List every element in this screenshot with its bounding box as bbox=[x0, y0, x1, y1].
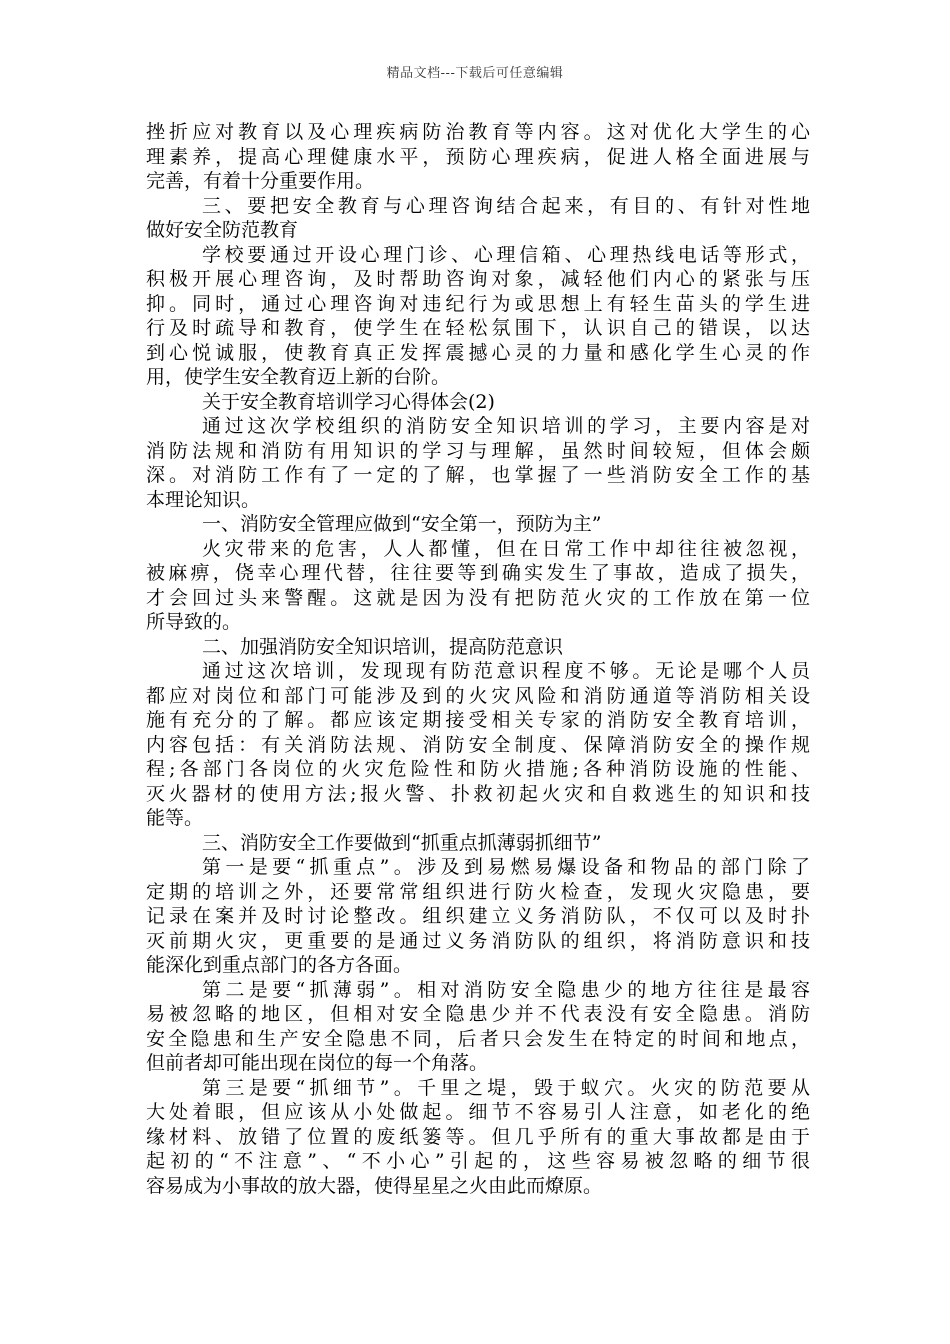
text-line: 内容包括：有关消防法规、消防安全制度、保障消防安全的操作规 bbox=[146, 733, 810, 756]
text-line: 完善，有着十分重要作用。 bbox=[146, 170, 375, 192]
text-line: 三、要把安全教育与心理咨询结合起来，有目的、有针对性地 bbox=[202, 194, 810, 217]
page-header: 精品文档---下载后可任意编辑 bbox=[386, 66, 564, 81]
text-line: 易被忽略的地区，但相对安全隐患少并不代表没有安全隐患。消防 bbox=[146, 1003, 810, 1025]
text-line: 安全隐患和生产安全隐患不同，后者只会发生在特定的时间和地点， bbox=[146, 1027, 810, 1050]
text-line: 记录在案并及时讨论整改。组织建立义务消防队，不仅可以及时扑 bbox=[146, 905, 810, 927]
text-line: 二、加强消防安全知识培训，提高防范意识 bbox=[202, 635, 564, 658]
text-line: 定期的培训之外，还要常常组织进行防火检查，发现火灾隐患，要 bbox=[146, 880, 810, 903]
text-line: 本理论知识。 bbox=[146, 488, 261, 511]
text-line: 用，使学生安全教育迈上新的台阶。 bbox=[146, 366, 451, 388]
text-line: 学校要通过开设心理门诊、心理信箱、心理热线电话等形式， bbox=[202, 243, 810, 266]
text-line: 挫折应对教育以及心理疾病防治教育等内容。这对优化大学生的心 bbox=[146, 121, 810, 143]
document-body bbox=[146, 120, 810, 1198]
text-line: 程;各部门各岗位的火灾危险性和防火措施;各种消防设施的性能、 bbox=[146, 758, 810, 780]
text-line: 做好安全防范教育 bbox=[146, 219, 299, 241]
text-line: 起初的“不注意”、“不小心”引起的，这些容易被忽略的细节很 bbox=[146, 1150, 810, 1172]
text-line: 缘材料、放错了位置的废纸篓等。但几乎所有的重大事故都是由于 bbox=[146, 1125, 810, 1148]
text-line: 第一是要“抓重点”。涉及到易燃易爆设备和物品的部门除了 bbox=[202, 856, 810, 878]
text-line: 通过这次培训，发现现有防范意识程度不够。无论是哪个人员 bbox=[202, 660, 810, 682]
text-line: 都应对岗位和部门可能涉及到的火灾风险和消防通道等消防相关设 bbox=[146, 684, 810, 707]
text-line: 灭火器材的使用方法;报火警、扑救初起火灾和自救逃生的知识和技 bbox=[146, 782, 810, 805]
text-line: 抑。同时，通过心理咨询对违纪行为或思想上有轻生苗头的学生进 bbox=[146, 292, 810, 315]
text-line: 所导致的。 bbox=[146, 611, 242, 633]
text-line: 火灾带来的危害，人人都懂，但在日常工作中却往往被忽视， bbox=[202, 537, 810, 560]
text-line: 消防法规和消防有用知识的学习与理解，虽然时间较短，但体会颇 bbox=[146, 439, 810, 462]
text-line: 通过这次学校组织的消防安全知识培训的学习，主要内容是对 bbox=[202, 415, 810, 437]
text-line: 大处着眼，但应该从小处做起。细节不容易引人注意，如老化的绝 bbox=[146, 1101, 810, 1123]
text-line: 到心悦诚服，使教育真正发挥震撼心灵的力量和感化学生心灵的作 bbox=[146, 341, 810, 364]
text-line: 能深化到重点部门的各方各面。 bbox=[146, 954, 413, 976]
text-line: 施有充分的了解。都应该定期接受相关专家的消防安全教育培训， bbox=[146, 709, 810, 731]
text-line: 灭前期火灾，更重要的是通过义务消防队的组织，将消防意识和技 bbox=[146, 929, 810, 952]
text-line: 第三是要“抓细节”。千里之堤，毁于蚁穴。火灾的防范要从 bbox=[202, 1076, 810, 1099]
text-line: 行及时疏导和教育，使学生在轻松氛围下，认识自己的错误，以达 bbox=[146, 317, 810, 339]
text-line: 一、消防安全管理应做到“安全第一，预防为主” bbox=[202, 513, 602, 535]
text-line: 关于安全教育培训学习心得体会(2) bbox=[202, 390, 495, 413]
text-line: 第二是要“抓薄弱”。相对消防安全隐患少的地方往往是最容 bbox=[202, 978, 810, 1001]
text-line: 才会回过头来警醒。这就是因为没有把防范火灾的工作放在第一位 bbox=[146, 586, 810, 609]
text-line: 积极开展心理咨询，及时帮助咨询对象，减轻他们内心的紧张与压 bbox=[146, 268, 810, 290]
text-line: 理素养，提高心理健康水平，预防心理疾病，促进人格全面进展与 bbox=[146, 145, 810, 168]
text-line: 能等。 bbox=[146, 807, 204, 829]
text-line: 深。对消防工作有了一定的了解，也掌握了一些消防安全工作的基 bbox=[146, 464, 810, 486]
text-line: 但前者却可能出现在岗位的每一个角落。 bbox=[146, 1052, 489, 1074]
text-line: 被麻痹，侥幸心理代替，往往要等到确实发生了事故，造成了损失， bbox=[146, 562, 810, 584]
text-line: 三、消防安全工作要做到“抓重点抓薄弱抓细节” bbox=[202, 831, 602, 854]
text-line: 容易成为小事故的放大器，使得星星之火由此而燎原。 bbox=[146, 1174, 603, 1197]
